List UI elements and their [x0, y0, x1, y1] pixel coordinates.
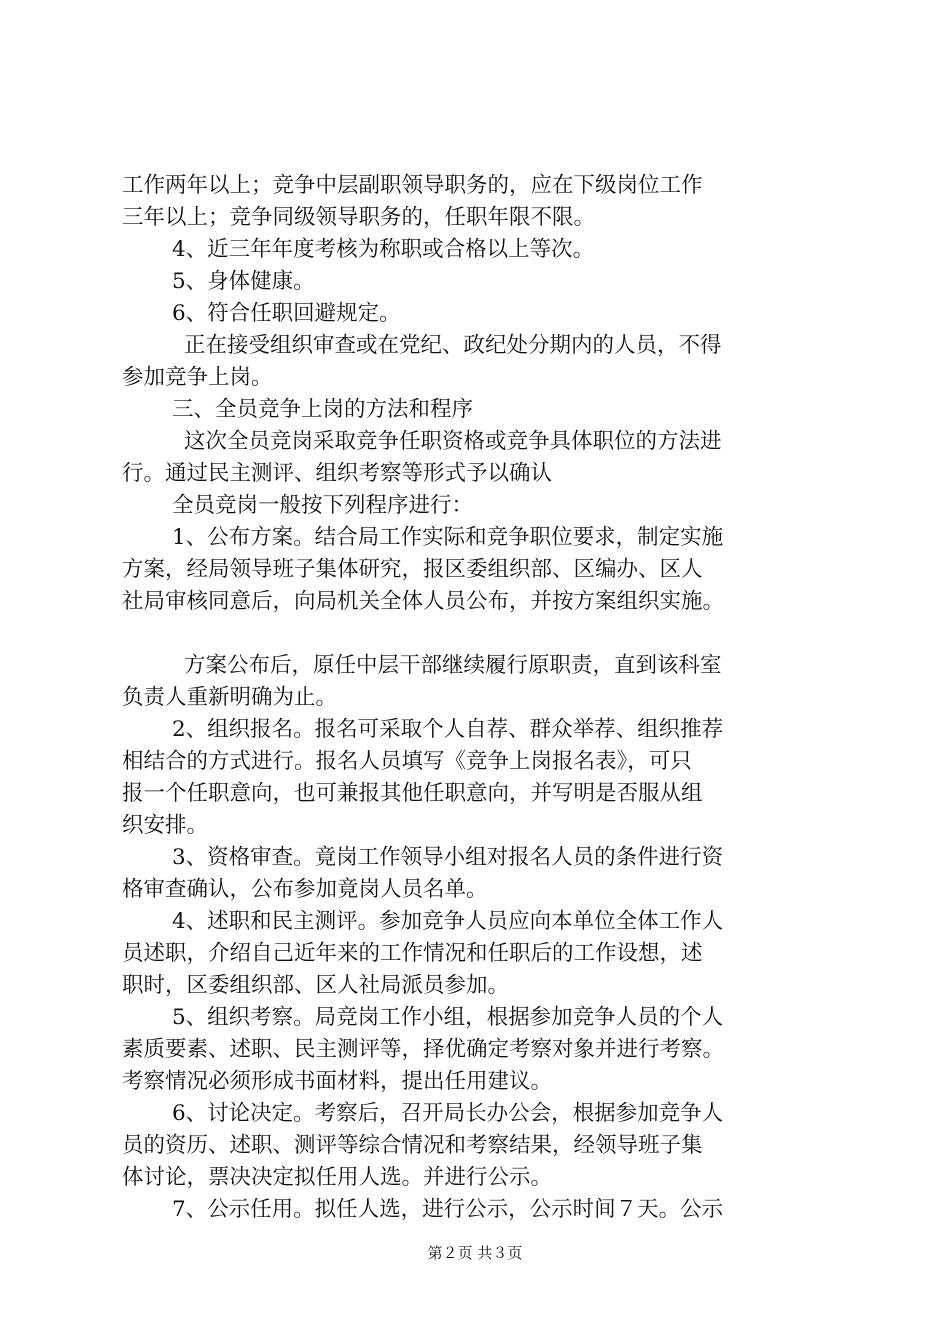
section-heading: 三、全员竞争上岗的方法和程序 — [172, 397, 474, 422]
paragraph-line: 报一个任职意向，也可兼报其他任职意向，并写明是否服从组 — [122, 781, 703, 806]
paragraph-line: 体讨论，票决决定拟任用人选。并进行公示。 — [122, 1165, 553, 1190]
step-4: 4、述职和民主测评。参加竞争人员应向本单位全体工作人 — [172, 909, 724, 934]
step-3: 3、资格审查。竟岗工作领导小组对报名人员的条件进行资 — [172, 845, 724, 870]
paragraph-line: 这次全员竞岗采取竞争任职资格或竞争具体职位的方法进 — [184, 429, 722, 454]
paragraph-line: 员述职，介绍自己近年来的工作情况和任职后的工作设想，述 — [122, 941, 703, 966]
page-footer — [0, 1243, 950, 1263]
paragraph-line: 考察情况必须形成书面材料，提出任用建议。 — [122, 1069, 553, 1094]
step-2: 2、组织报名。报名可采取个人自荐、群众举荐、组织推荐 — [172, 717, 724, 742]
paragraph-line: 正在接受组织审查或在党纪、政纪处分期内的人员，不得 — [184, 333, 722, 358]
paragraph-line: 负责人重新明确为止。 — [122, 685, 338, 710]
document-body — [122, 170, 842, 1226]
paragraph-line: 员的资历、述职、测评等综合情况和考察结果，经领导班子集 — [122, 1133, 703, 1158]
list-item-5: 5、身体健康。 — [172, 269, 315, 294]
blank-line — [122, 618, 842, 650]
paragraph-line: 职时，区委组织部、区人社局派员参加。 — [122, 973, 510, 998]
list-item-4: 4、近三年年度考核为称职或合格以上等次。 — [172, 237, 595, 262]
paragraph-line: 相结合的方式进行。报名人员填写《竞争上岗报名表》，可只 — [122, 749, 692, 774]
step-6: 6、讨论决定。考察后，召开局长办公会，根据参加竞争人 — [172, 1101, 724, 1126]
paragraph-line: 方案公布后，原任中层干部继续履行原职责，直到该科室 — [184, 653, 722, 678]
paragraph-line: 方案，经局领导班子集体研究，报区委组织部、区编办、区人 — [122, 557, 703, 582]
paragraph-line: 三年以上；竞争同级领导职务的，任职年限不限。 — [122, 205, 596, 230]
paragraph-line: 社局审核同意后，向局机关全体人员公布，并按方案组织实施。 — [122, 589, 725, 614]
step-1: 1、公布方案。结合局工作实际和竞争职位要求，制定实施 — [172, 525, 724, 550]
paragraph-line: 格审查确认，公布参加竟岗人员名单。 — [122, 877, 488, 902]
step-5: 5、组织考察。局竞岗工作小组，根据参加竞争人员的个人 — [172, 1005, 724, 1030]
paragraph-line: 行。通过民主测评、组织考察等形式予以确认 — [122, 461, 553, 486]
list-item-6: 6、符合任职回避规定。 — [172, 301, 401, 326]
paragraph-line: 织安排。 — [122, 813, 209, 838]
paragraph-line: 参加竞争上岗。 — [122, 365, 273, 390]
paragraph-line: 工作两年以上；竞争中层副职领导职务的，应在下级岗位工作 — [122, 173, 703, 198]
step-7: 7、公示任用。拟任人选，进行公示，公示时间７天。公示 — [172, 1197, 724, 1222]
paragraph-line: 素质要素、述职、民主测评等，择优确定考察对象并进行考察。 — [122, 1037, 725, 1062]
page-number: 第２页 共３页 — [427, 1244, 523, 1262]
paragraph-line: 全员竞岗一般按下列程序进行： — [172, 493, 474, 518]
